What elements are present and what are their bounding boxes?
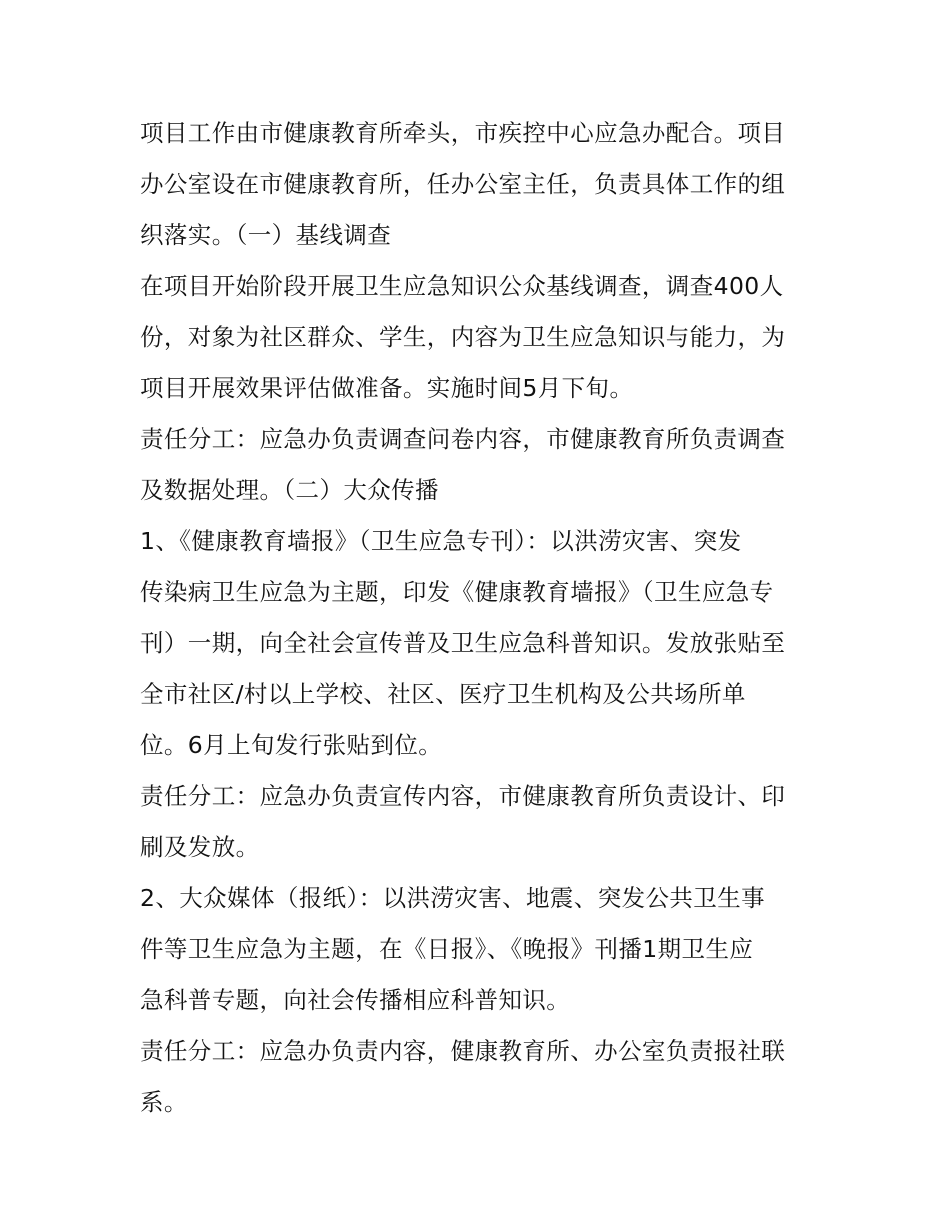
text-line: 责任分工：应急办负责宣传内容，市健康教育所负责设计、印 bbox=[140, 782, 786, 810]
text-line: 份，对象为社区群众、学生，内容为卫生应急知识与能力，为 bbox=[140, 323, 786, 351]
text-line: 位。6月上旬发行张贴到位。 bbox=[140, 731, 443, 759]
text-line: 责任分工：应急办负责内容，健康教育所、办公室负责报社联 bbox=[140, 1037, 786, 1065]
text-line: 系。 bbox=[140, 1088, 188, 1116]
text-line: 2、大众媒体（报纸）：以洪涝灾害、地震、突发公共卫生事 bbox=[140, 884, 766, 912]
text-line: 项目开展效果评估做准备。实施时间5月下旬。 bbox=[140, 374, 634, 402]
text-line: 刷及发放。 bbox=[140, 833, 260, 861]
text-line: 传染病卫生应急为主题，印发《健康教育墙报》（卫生应急专 bbox=[140, 578, 774, 606]
text-line: 在项目开始阶段开展卫生应急知识公众基线调查，调查400人 bbox=[140, 272, 784, 300]
text-line: 件等卫生应急为主题，在《日报》、《晚报》刊播1期卫生应 bbox=[140, 935, 754, 963]
text-line: 急科普专题，向社会传播相应科普知识。 bbox=[140, 986, 571, 1014]
text-line: 织落实。（一）基线调查 bbox=[140, 221, 392, 249]
text-line: 1、《健康教育墙报》（卫生应急专刊）：以洪涝灾害、突发 bbox=[140, 527, 742, 555]
text-line: 及数据处理。（二）大众传播 bbox=[140, 476, 439, 504]
text-line: 办公室设在市健康教育所，任办公室主任，负责具体工作的组 bbox=[140, 170, 786, 198]
text-line: 刊）一期，向全社会宣传普及卫生应急科普知识。发放张贴至 bbox=[140, 629, 786, 657]
text-line: 责任分工：应急办负责调查问卷内容，市健康教育所负责调查 bbox=[140, 425, 786, 453]
text-line: 全市社区/村以上学校、社区、医疗卫生机构及公共场所单 bbox=[140, 680, 746, 708]
text-line: 项目工作由市健康教育所牵头，市疾控中心应急办配合。项目 bbox=[140, 119, 786, 147]
document-body bbox=[140, 108, 820, 1128]
